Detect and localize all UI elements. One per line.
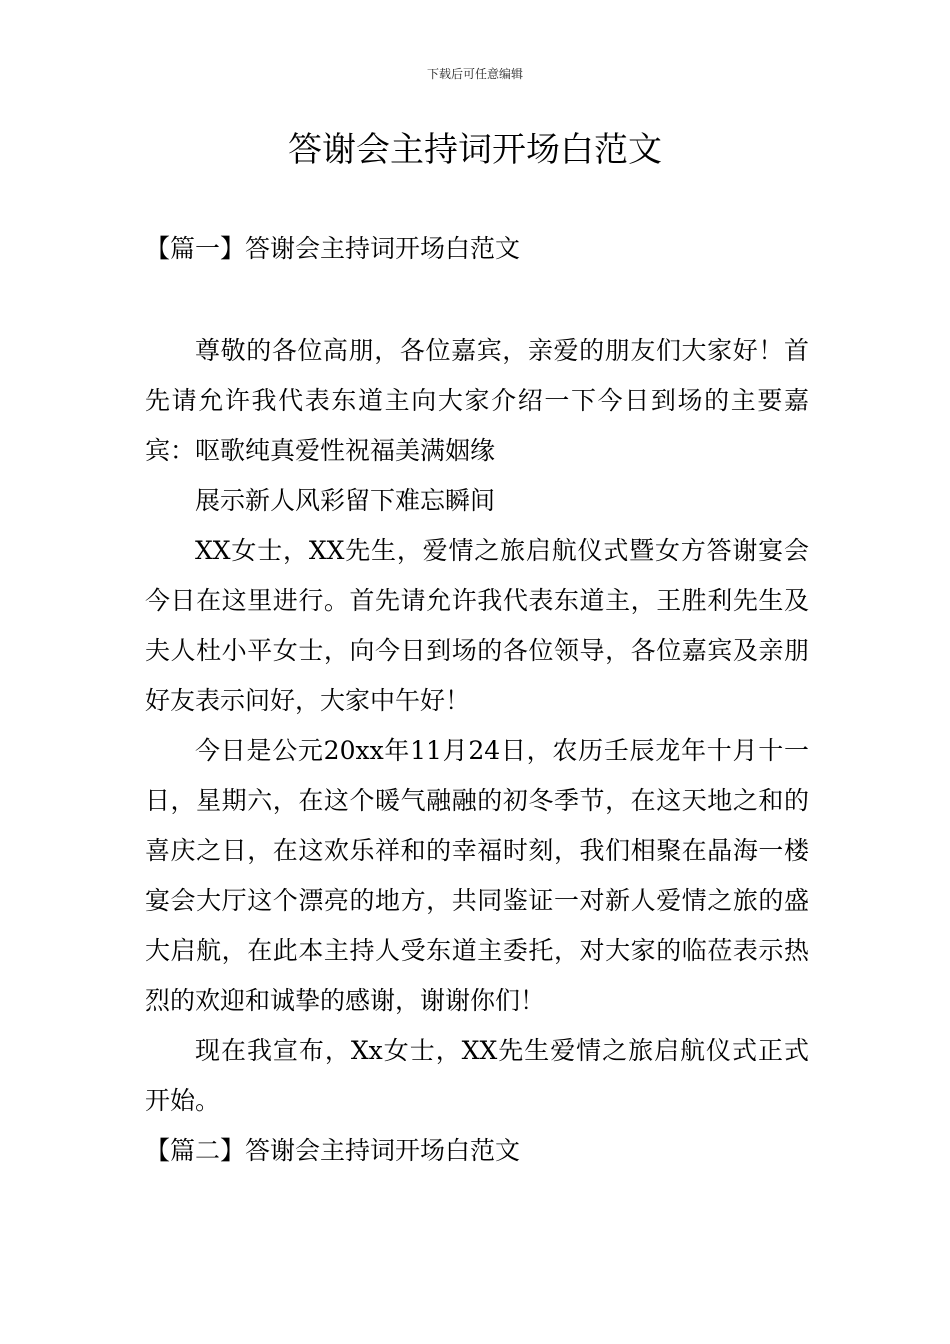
document-body	[145, 326, 809, 1176]
section-heading-2: 【篇二】答谢会主持词开场白范文	[145, 1136, 521, 1165]
paragraph-5: 现在我宣布，Xx女士，XX先生爱情之旅启航仪式正式开始。	[145, 1036, 809, 1115]
section-heading-1: 【篇一】答谢会主持词开场白范文	[145, 234, 521, 263]
header-note: 下载后可任意编辑	[426, 67, 523, 81]
paragraph-4: 今日是公元20xx年11月24日，农历壬辰龙年十月十一日，星期六，在这个暖气融融的初冬季节，在这天地之和的喜庆之日，在这欢乐祥和的幸福时刻，我们相聚在晶海一楼宴会大厅这个漂亮的地方，共同鉴证一对新人爱情之旅的盛大启航，在此本主持人受东道主委托，对大家的临莅表示热烈的欢迎和诚挚的感谢，谢谢你们！	[145, 736, 809, 1015]
paragraph-3: XX女士，XX先生，爱情之旅启航仪式暨女方答谢宴会今日在这里进行。首先请允许我代表东道主，王胜利先生及夫人杜小平女士，向今日到场的各位领导，各位嘉宾及亲朋好友表示问好，大家中午好！	[145, 536, 809, 715]
paragraph-1: 尊敬的各位高朋，各位嘉宾，亲爱的朋友们大家好！首先请允许我代表东道主向大家介绍一下今日到场的主要嘉宾：呕歌纯真爱性祝福美满姻缘	[145, 336, 809, 465]
paragraph-2: 展示新人风彩留下难忘瞬间	[195, 486, 496, 515]
document-title: 答谢会主持词开场白范文	[288, 130, 662, 170]
